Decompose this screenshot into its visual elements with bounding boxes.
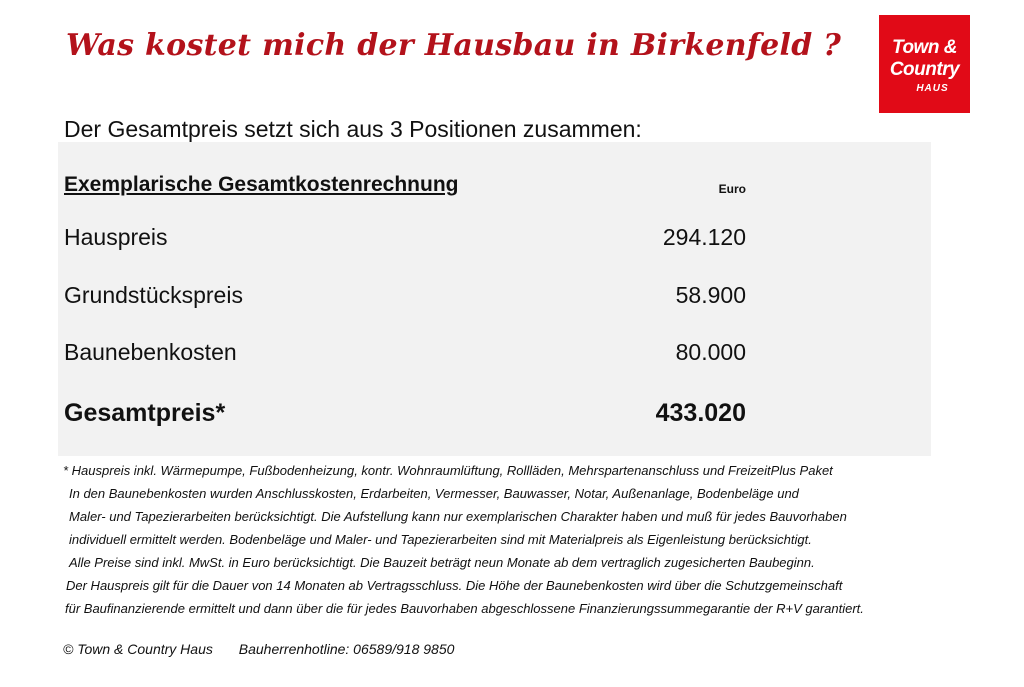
row-value-hauspreis: 294.120 xyxy=(662,224,746,250)
footnote-line: Der Hauspreis gilt für die Dauer von 14 Monaten ab Vertragsschluss. Die Höhe der Baunebenkosten wird über die Schutzgemeinschaft xyxy=(66,578,843,593)
copyright-text: © Town & Country Haus xyxy=(63,641,213,657)
footnote-line: Alle Preise sind inkl. MwSt. in Euro berücksichtigt. Die Bauzeit beträgt neun Monate ab dem vertraglich zugesicherten Baubeginn. xyxy=(69,555,815,570)
total-value: 433.020 xyxy=(655,399,746,427)
town-country-logo xyxy=(879,15,970,113)
logo-line-1: Town & xyxy=(892,37,957,58)
hotline-text: Bauherrenhotline: 06589/918 9850 xyxy=(238,641,455,657)
row-label-baunebenkosten: Baunebenkosten xyxy=(64,339,237,365)
row-label-grundstueckspreis: Grundstückspreis xyxy=(64,282,243,308)
footnotes xyxy=(63,459,1003,620)
subtitle: Der Gesamtpreis setzt sich aus 3 Positionen zusammen: xyxy=(64,116,642,142)
page-title: Was kostet mich der Hausbau in Birkenfeld ? xyxy=(66,28,842,63)
row-label-hauspreis: Hauspreis xyxy=(64,224,168,250)
logo-line-2: Country xyxy=(889,59,960,80)
cost-table-heading: Exemplarische Gesamtkostenrechnung xyxy=(64,173,459,196)
footnote-line: In den Baunebenkosten wurden Anschlusskosten, Erdarbeiten, Vermesser, Bauwasser, Notar, Außenanlage, Bodenbeläge und xyxy=(69,486,799,501)
total-label: Gesamtpreis* xyxy=(64,399,226,427)
footnote-line: Maler- und Tapezierarbeiten berücksichtigt. Die Aufstellung kann nur exemplarischen Charakter haben und muß für jedes Bauvorhaben xyxy=(69,509,847,524)
row-value-grundstueckspreis: 58.900 xyxy=(675,282,746,308)
logo-line-3: HAUS xyxy=(916,83,949,94)
cost-table xyxy=(58,142,931,456)
footer xyxy=(63,641,454,657)
footnote-line: für Baufinanzierende ermittelt und dann über die für jedes Bauvorhaben abgeschlossene Finanzierungssummegarantie der R+V garantiert. xyxy=(65,601,864,616)
footnote-line: * Hauspreis inkl. Wärmepumpe, Fußbodenheizung, kontr. Wohnraumlüftung, Rollläden, Mehrspartenanschluss und FreizeitPlus Paket xyxy=(63,463,833,478)
footnote-line: individuell ermittelt werden. Bodenbeläge und Maler- und Tapezierarbeiten sind mit Materialpreis als Eigenleistung berücksichtigt. xyxy=(69,532,812,547)
currency-label: Euro xyxy=(718,182,746,196)
row-value-baunebenkosten: 80.000 xyxy=(675,339,746,365)
